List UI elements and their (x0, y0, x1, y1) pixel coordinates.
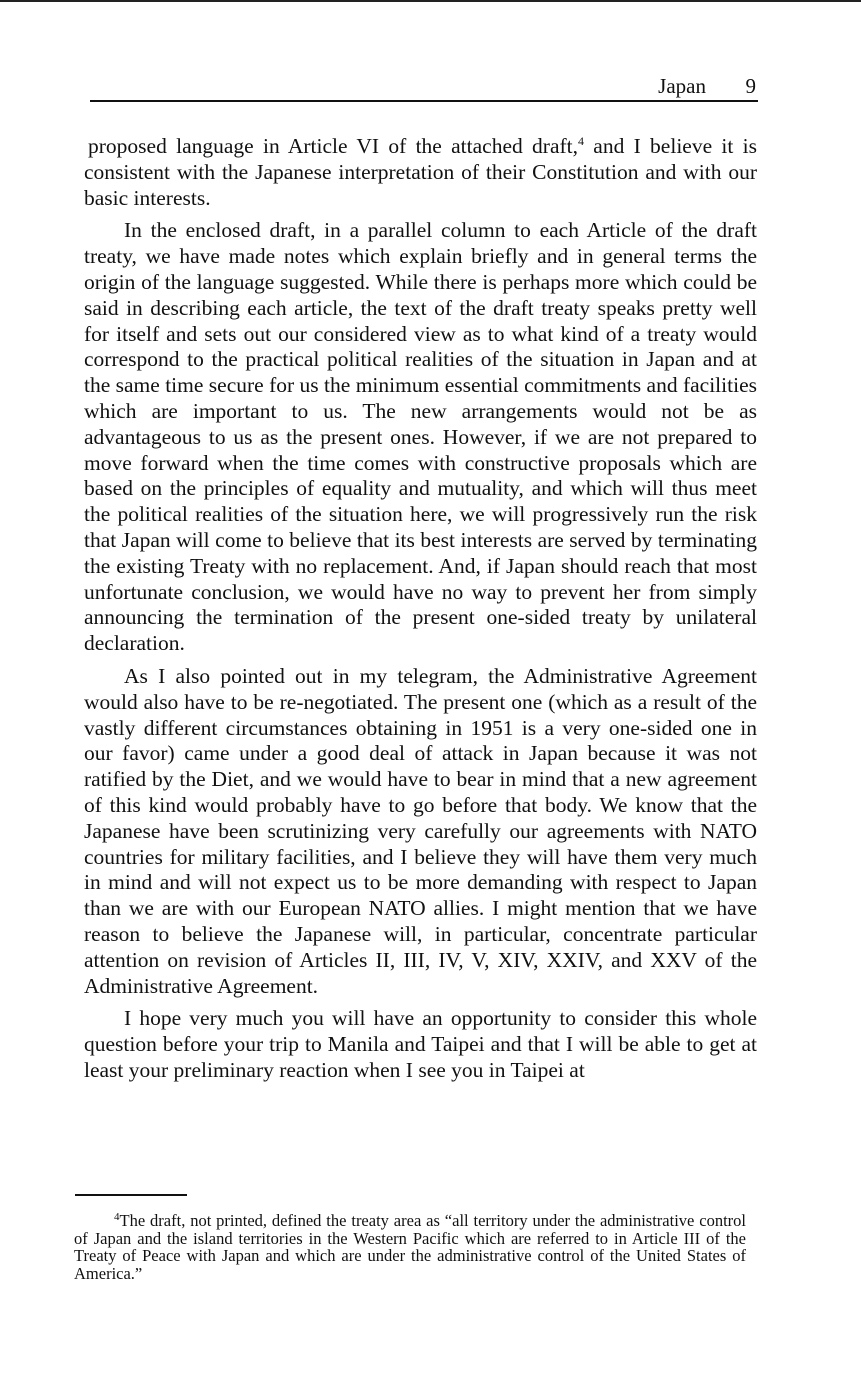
paragraph-1 (84, 134, 757, 211)
footnote-divider (75, 1194, 187, 1196)
paragraph-2: In the enclosed draft, in a parallel column to each Article of the draft treaty, we have made notes which explain briefly and in general terms the origin of the language suggested. While there is perhaps more which could be said in describing each article, the text of the draft treaty speaks pretty well for itself and sets out our considered view as to what kind of a treaty would correspond to the practical political realities of the situation in Japan and at the same time secure for us the minimum essential commitments and facilities which are important to us. The new arrangements would not be as advantageous to us as the present ones. However, if we are not prepared to move forward when the time comes with constructive proposals which are based on the principles of equality and mutuality, and which will thus meet the political realities of the situation here, we will progressively run the risk that Japan will come to believe that its best interests are served by terminating the existing Treaty with no replacement. And, if Japan should reach that most unfortunate conclusion, we would have no way to prevent her from simply announcing the termination of the present one-sided treaty by unilateral declaration. (84, 218, 757, 656)
main-text (84, 134, 757, 1091)
footnote-reference: 4 (578, 134, 584, 148)
paragraph-1-text: proposed language in Article VI of the attached draft, (88, 134, 578, 158)
page-number: 9 (745, 74, 756, 98)
paragraph-4: I hope very much you will have an opportunity to consider this whole question before your trip to Manila and Taipei and that I will be able to get at least your preliminary reaction when I see you in Taipei at (84, 1006, 757, 1082)
page-top-edge (0, 0, 861, 2)
footnote-marker: 4 (114, 1211, 120, 1223)
running-header (90, 72, 758, 102)
paragraph-1-continuation: and I believe it is consistent with the Japanese interpretation of their Constitution and with our basic interests. (84, 134, 757, 210)
footnote-text: The draft, not printed, defined the treaty area as “all territory under the administrative control of Japan and the island territories in the Western Pacific which are referred to in Article III of the Treaty of Peace with Japan and which are under the administrative control of the United States of America.” (74, 1211, 746, 1283)
section-title: Japan (658, 74, 706, 98)
footnote (74, 1212, 746, 1282)
paragraph-3: As I also pointed out in my telegram, the Administrative Agreement would also have to be re-negotiated. The present one (which as a result of the vastly different circumstances obtaining in 1951 is a very one-sided one in our favor) came under a good deal of attack in Japan because it was not ratified by the Diet, and we would have to bear in mind that a new agreement of this kind would probably have to go before that body. We know that the Japanese have been scrutinizing very carefully our agreements with NATO countries for military facilities, and I believe they will have them very much in mind and will not expect us to be more demanding with respect to Japan than we are with our European NATO allies. I might mention that we have reason to believe the Japanese will, in particular, concentrate particular attention on revision of Articles II, III, IV, V, XIV, XXIV, and XXV of the Administrative Agreement. (84, 663, 757, 998)
